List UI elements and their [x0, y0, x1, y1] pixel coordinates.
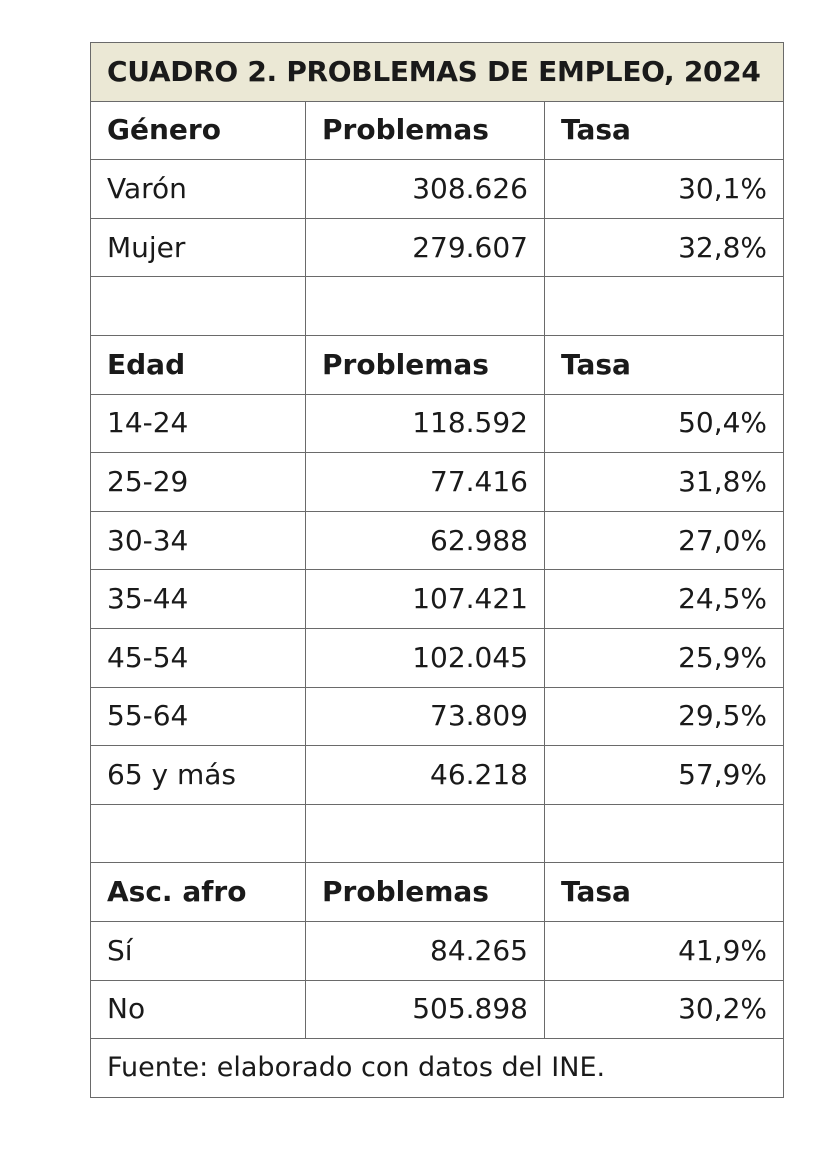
table-title: CUADRO 2. PROBLEMAS DE EMPLEO, 2024 [91, 43, 784, 102]
row-label: 14-24 [91, 394, 306, 453]
genero-header-tasa: Tasa [545, 101, 784, 160]
spacer-row [91, 277, 784, 336]
afro-header-row [91, 863, 784, 922]
row-problemas: 118.592 [306, 394, 545, 453]
empty-cell [545, 804, 784, 863]
row-label: No [91, 980, 306, 1039]
row-tasa: 30,2% [545, 980, 784, 1039]
row-label: 35-44 [91, 570, 306, 629]
genero-header-row [91, 101, 784, 160]
row-problemas: 505.898 [306, 980, 545, 1039]
row-label: 45-54 [91, 628, 306, 687]
table-row [91, 570, 784, 629]
row-label: Varón [91, 160, 306, 219]
row-problemas: 62.988 [306, 511, 545, 570]
edad-header-problemas: Problemas [306, 335, 545, 394]
row-tasa: 31,8% [545, 453, 784, 512]
row-tasa: 57,9% [545, 746, 784, 805]
spacer-row [91, 804, 784, 863]
afro-header-tasa: Tasa [545, 863, 784, 922]
table-row [91, 687, 784, 746]
edad-header-category: Edad [91, 335, 306, 394]
edad-header-row [91, 335, 784, 394]
source-note: Fuente: elaborado con datos del INE. [91, 1039, 784, 1098]
empty-cell [306, 277, 545, 336]
afro-header-problemas: Problemas [306, 863, 545, 922]
table-row [91, 394, 784, 453]
row-label: 30-34 [91, 511, 306, 570]
table-row [91, 160, 784, 219]
table-row [91, 453, 784, 512]
row-label: Mujer [91, 218, 306, 277]
table-row [91, 980, 784, 1039]
afro-header-category: Asc. afro [91, 863, 306, 922]
row-problemas: 84.265 [306, 921, 545, 980]
empty-cell [306, 804, 545, 863]
row-label: 25-29 [91, 453, 306, 512]
table-row [91, 511, 784, 570]
genero-header-problemas: Problemas [306, 101, 545, 160]
table-row [91, 921, 784, 980]
row-label: 55-64 [91, 687, 306, 746]
row-problemas: 308.626 [306, 160, 545, 219]
row-label: Sí [91, 921, 306, 980]
row-tasa: 30,1% [545, 160, 784, 219]
row-tasa: 29,5% [545, 687, 784, 746]
row-problemas: 46.218 [306, 746, 545, 805]
row-problemas: 102.045 [306, 628, 545, 687]
table-row [91, 628, 784, 687]
row-problemas: 77.416 [306, 453, 545, 512]
edad-header-tasa: Tasa [545, 335, 784, 394]
genero-header-category: Género [91, 101, 306, 160]
row-label: 65 y más [91, 746, 306, 805]
row-tasa: 32,8% [545, 218, 784, 277]
employment-problems-table [90, 42, 784, 1098]
empty-cell [91, 804, 306, 863]
empty-cell [545, 277, 784, 336]
row-problemas: 107.421 [306, 570, 545, 629]
row-problemas: 73.809 [306, 687, 545, 746]
row-problemas: 279.607 [306, 218, 545, 277]
empty-cell [91, 277, 306, 336]
row-tasa: 41,9% [545, 921, 784, 980]
table-row [91, 218, 784, 277]
row-tasa: 50,4% [545, 394, 784, 453]
source-row [91, 1039, 784, 1098]
row-tasa: 27,0% [545, 511, 784, 570]
table-row [91, 746, 784, 805]
title-row [91, 43, 784, 102]
row-tasa: 25,9% [545, 628, 784, 687]
row-tasa: 24,5% [545, 570, 784, 629]
